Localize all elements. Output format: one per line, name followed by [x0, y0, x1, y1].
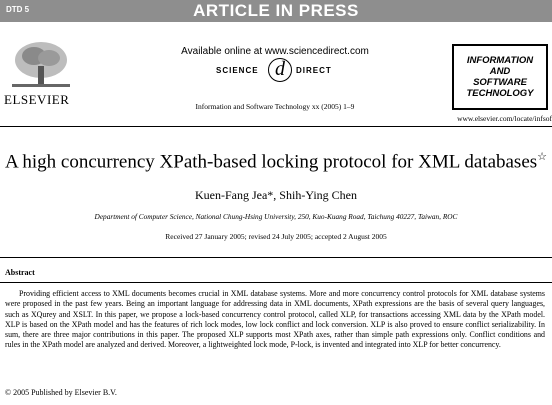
journal-logo-line: INFORMATION [466, 55, 534, 66]
sciencedirect-right-word: DIRECT [296, 66, 332, 75]
journal-logo-text [466, 55, 533, 99]
abstract-top-divider [0, 257, 552, 258]
banner-text: ARTICLE IN PRESS [193, 1, 359, 20]
abstract-heading: Abstract [5, 268, 35, 277]
available-online-text: Available online at www.sciencedirect.com [181, 46, 369, 57]
elsevier-logo [4, 38, 78, 108]
journal-logo-box [452, 44, 548, 110]
article-authors: Kuen-Fang Jea*, Shih-Ying Chen [195, 188, 357, 202]
sciencedirect-logo [188, 60, 368, 86]
article-title-text: A high concurrency XPath-based locking protocol for XML databases [4, 151, 538, 173]
sciencedirect-mark: d [268, 58, 292, 82]
elsevier-tree-icon [4, 38, 78, 90]
abstract-heading-divider [0, 282, 552, 283]
sciencedirect-left-word: SCIENCE [216, 66, 259, 75]
journal-citation: Information and Software Technology xx (2005) 1–9 [195, 102, 355, 111]
article-dates: Received 27 January 2005; revised 24 July 2005; accepted 2 August 2005 [165, 232, 387, 241]
author-affiliation: Department of Computer Science, National Chung-Hsing University, 250, Kuo-Kuang Road, Taichung 40227, Taiwan, ROC [94, 212, 458, 221]
title-footnote-mark[interactable]: ☆ [537, 151, 548, 163]
journal-url[interactable]: www.elsevier.com/locate/infsof [457, 114, 552, 123]
dtd-label: DTD 5 [6, 5, 30, 14]
journal-logo-line: SOFTWARE [473, 77, 527, 88]
header-divider [0, 126, 552, 127]
article-in-press-banner [0, 0, 552, 22]
article-title [0, 150, 552, 173]
journal-logo-line: AND [489, 66, 511, 77]
journal-logo-line: TECHNOLOGY [466, 88, 534, 99]
publisher-name: ELSEVIER [4, 92, 70, 107]
abstract-text: Providing efficient access to XML documents becomes crucial in XML database systems. More and more concurrency control protocols for XML database systems were proposed in the past few years. Being an important language for addressing data in XML documents, XPath expressions are the basis of several query languages, such as XQurey and XSLT. In this paper, we propose a lock-based concurrency control protocol, called XLP, for transactions accessing XML data by the XPath model. XLP is based on the XPath model and has the features of rich lock modes, low lock conflict and lock conversion. XLP is also proved to ensure conflict serializability. In sum, there are three major contributions in this paper. The proposed XLP supports most XPath axes, rather than simple path expressions only. Conflict conditions and rules in the XPath model are analyzed and derived. Moreover, a lightweighted lock mode, P-lock, is invented and integrated into XLP for better concurrency. [5, 289, 545, 350]
copyright-line: © 2005 Published by Elsevier B.V. [5, 388, 117, 397]
